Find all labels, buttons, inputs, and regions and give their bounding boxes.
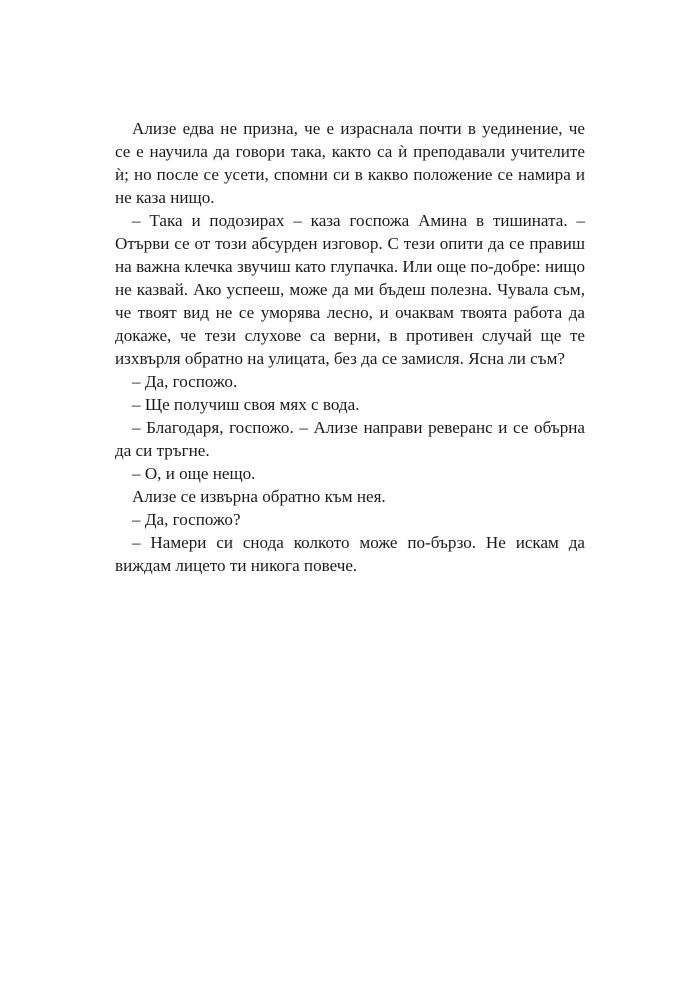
paragraph: – О, и още нещо. (132, 464, 256, 483)
paragraph: – Ще получиш своя мях с вода. (132, 395, 360, 414)
page-body-text (115, 117, 585, 577)
paragraph: – Намери си снода колкото може по-бързо. Не искам да виждам лицето ти никога повече. (115, 533, 585, 575)
paragraph: Ализе едва не призна, че е израснала почти в уединение, че се е научила да говори така, както са ѝ преподавали учителите ѝ; но после се усети, спомни си в какво положение се намира и не каза нищо. (115, 119, 585, 207)
paragraph: – Да, госпожо. (132, 372, 238, 391)
paragraph: – Да, госпожо? (132, 510, 241, 529)
paragraph: – Така и подозирах – каза госпожа Амина в тишината. – Отърви се от този абсурден изговор. С тези опити да се правиш на важна клечка звучиш като глупачка. Или още по-добре: нищо не казвай. Ако успееш, може да ми бъдеш полезна. Чувала съм, че твоят вид не се уморява лесно, и очаквам твоята работа да докаже, че тези слухове са верни, в противен случай ще те изхвърля обратно на улицата, без да се замисля. Ясна ли съм? (115, 211, 585, 368)
paragraph: – Благодаря, госпожо. – Ализе направи реверанс и се обърна да си тръгне. (115, 418, 585, 460)
paragraph: Ализе се извърна обратно към нея. (132, 487, 386, 506)
